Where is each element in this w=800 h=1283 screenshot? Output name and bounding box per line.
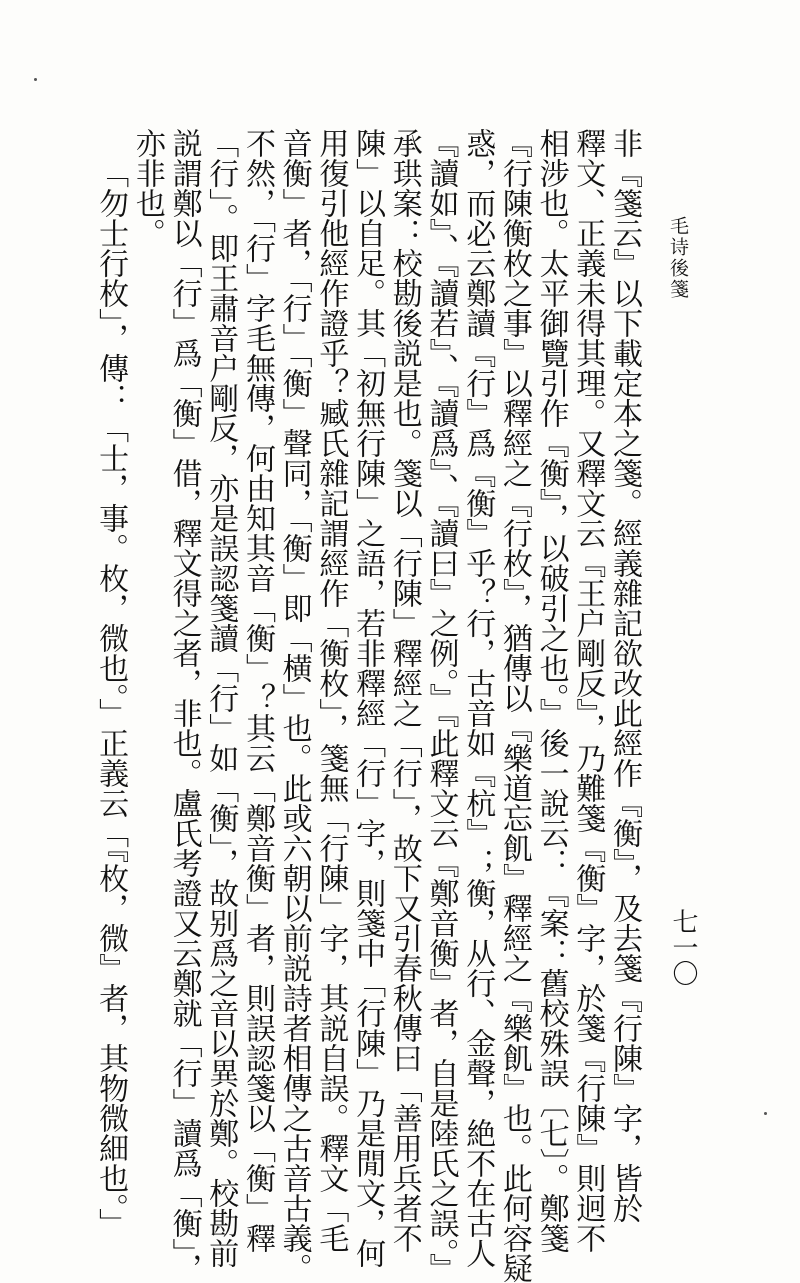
text-line: 亦非也。 (129, 128, 165, 248)
text-line: 不然，「行」字毛無傳，何由知其音「衡」？其云「鄭音衡」者，則誤認箋以「衡」釋 (239, 128, 275, 1253)
main-text (93, 128, 642, 1283)
text-line: 惑，而必云鄭讀『行』爲『衡』乎？行，古音如『杭』；衡，从行、金聲，絶不在古人 (460, 128, 496, 1268)
scan-speck (34, 78, 37, 81)
running-header: 毛诗後箋 (667, 216, 689, 300)
text-line: 陳」以自足。其「初無行陳」之語，若非釋經「行」字，則箋中「行陳」乃是閒文，何 (350, 128, 386, 1268)
page-number: 七一〇 (668, 908, 698, 986)
text-line: 釋文、正義未得其理。又釋文云『王户剛反』，乃難箋『衡』字，於箋『行陳』則迥不 (570, 128, 606, 1253)
text-line: 説謂鄭以「行」爲「衡」借，釋文得之者，非也。盧氏考證又云鄭就「行」讀爲「衡」， (166, 128, 202, 1283)
text-line: 用復引他經作證乎？臧氏雜記謂經作「衡枚」，箋無「行陳」字，其説自誤。釋文「毛 (313, 128, 349, 1253)
text-line: 『讀如』、『讀若』、『讀爲』、『讀曰』之例。』『此釋文云『鄭音衡』者，自是陸氏之誤。』 (423, 128, 459, 1283)
text-line: 承珙案：校勘後説是也。箋以「行陳」釋經之「行」，故下又引春秋傳曰「善用兵者不 (386, 128, 422, 1253)
text-line: 「勿士行枚」，傳：「士，事。枚，微也。」正義云「『枚，微』者，其物微細也。」 (93, 158, 129, 1238)
text-line: 相涉也。太平御覽引作『衡』，以破引之也。』後一說云：『案：舊校殊誤〔七〕。鄭箋 (533, 128, 569, 1253)
scan-speck (764, 1112, 767, 1115)
text-line: 『行陳衡枚之事』以釋經之『行枚』，猶傳以『樂道忘飢』釋經之『樂飢』也。此何容疑 (496, 128, 532, 1283)
text-line: 非『箋云』以下載定本之箋。經義雜記欲改此經作『衡』，及去箋『行陳』字，皆於 (607, 128, 642, 1223)
text-line: 音衡」者，「行」「衡」聲同，「衡」即「横」也。此或六朝以前説詩者相傳之古音古義。 (276, 128, 312, 1283)
text-line: 「行」。即王肅音户剛反，亦是誤認箋讀「行」如「衡」，故别爲之音以異於鄭。校勘前 (203, 128, 239, 1268)
